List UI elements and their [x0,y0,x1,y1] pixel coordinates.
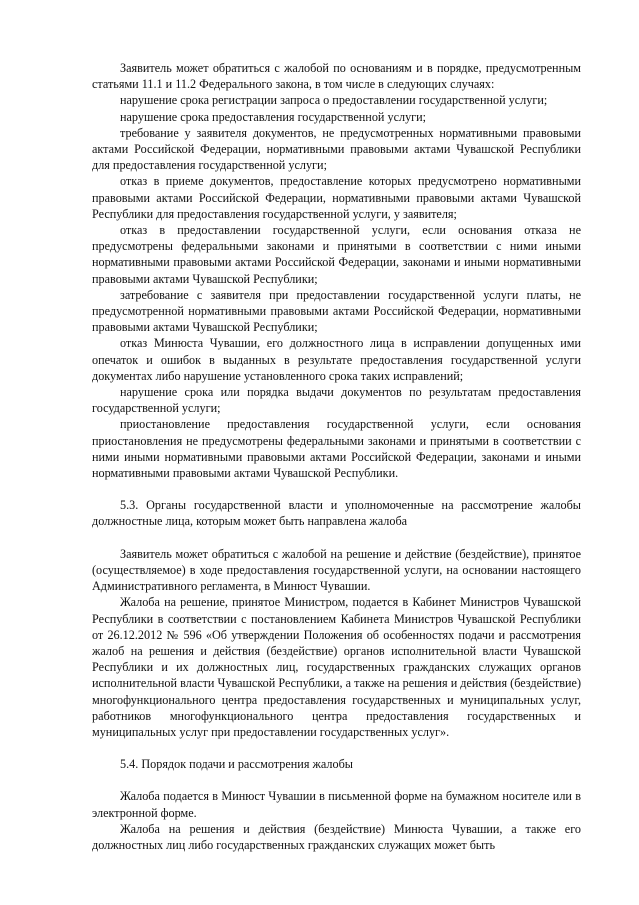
spacer [92,481,581,497]
document-page [92,60,581,853]
paragraph: Жалоба на решение, принятое Министром, подается в Кабинет Министров Чувашской Республики в соответствии с постановлением Кабинета Министров Чувашской Республики от 26.12.2012 № 596 «Об утверждении Положения об особенностях подачи и рассмотрения жалоб на решения и действия (бездействие) органов исполнительной власти Чувашской Республики и их должностных лиц, государственных гражданских служащих органов исполнительной власти Чувашской Республики, а также на решения и действия (бездействие) многофункционального центра предоставления государственных и муниципальных услуг, работников многофункционального центра предоставления государственных и муниципальных услуг при предоставлении государственных услуг». [92,595,581,739]
paragraph: Жалоба подается в Минюст Чувашии в письменной форме на бумажном носителе или в электронной форме. [92,789,581,820]
spacer [92,740,581,756]
list-item: отказ в приеме документов, предоставление которых предусмотрено нормативными правовыми актами Российской Федерации, нормативными правовыми актами Чувашской Республики для предоставления государственной услуги, у заявителя; [92,174,581,221]
spacer [92,530,581,546]
list-item: требование у заявителя документов, не предусмотренных нормативными правовыми актами Российской Федерации, нормативными правовыми актами Чувашской Республики для предоставления государственной услуги; [92,125,581,173]
paragraph: Заявитель может обратиться с жалобой на решение и действие (бездействие), принятое (осуществляемое) в ходе предоставления государственной услуги, на основании настоящего Административного регламента, в Минюст Чувашии. [92,546,581,594]
paragraph: Жалоба на решения и действия (бездействие) Минюста Чувашии, а также его должностных лиц либо государственных гражданских служащих может быть [92,821,581,852]
paragraph-complaint-grounds: Заявитель может обратиться с жалобой по основаниям и в порядке, предусмотренным статьями 11.1 и 11.2 Федерального закона, в том числе в следующих случаях: [92,61,581,92]
list-item: нарушение срока регистрации запроса о предоставлении государственной услуги; [120,93,548,108]
list-item: нарушение срока или порядка выдачи документов по результатам предоставления государственной услуги; [92,385,581,416]
section-heading-5-4: 5.4. Порядок подачи и рассмотрения жалобы [120,757,353,772]
spacer [92,772,581,788]
list-item: отказ в предоставлении государственной услуги, если основания отказа не предусмотрены федеральными законами и принятыми в соответствии с ними иными нормативными правовыми актами Российской Федерации, законами и иными нормативными правовыми актами Чувашской Республики; [92,223,581,286]
list-item: нарушение срока предоставления государственной услуги; [120,109,427,124]
list-item: отказ Минюста Чувашии, его должностного лица в исправлении допущенных ими опечаток и ошибок в выданных в результате предоставления государственной услуги документах либо нарушение установленного срока таких исправлений; [92,336,581,383]
list-item: приостановление предоставления государственной услуги, если основания приостановления не предусмотрены федеральными законами и принятыми в соответствии с ними иными нормативными правовыми актами Российской Федерации, законами и иными нормативными правовыми актами Чувашской Республики. [92,417,581,481]
list-item: затребование с заявителя при предоставлении государственной услуги платы, не предусмотренной нормативными правовыми актами Российской Федерации, нормативными правовыми актами Чувашской Республики; [92,287,581,335]
section-heading-5-3: 5.3. Органы государственной власти и уполномоченные на рассмотрение жалобы должностные лица, которым может быть направлена жалоба [92,498,581,529]
